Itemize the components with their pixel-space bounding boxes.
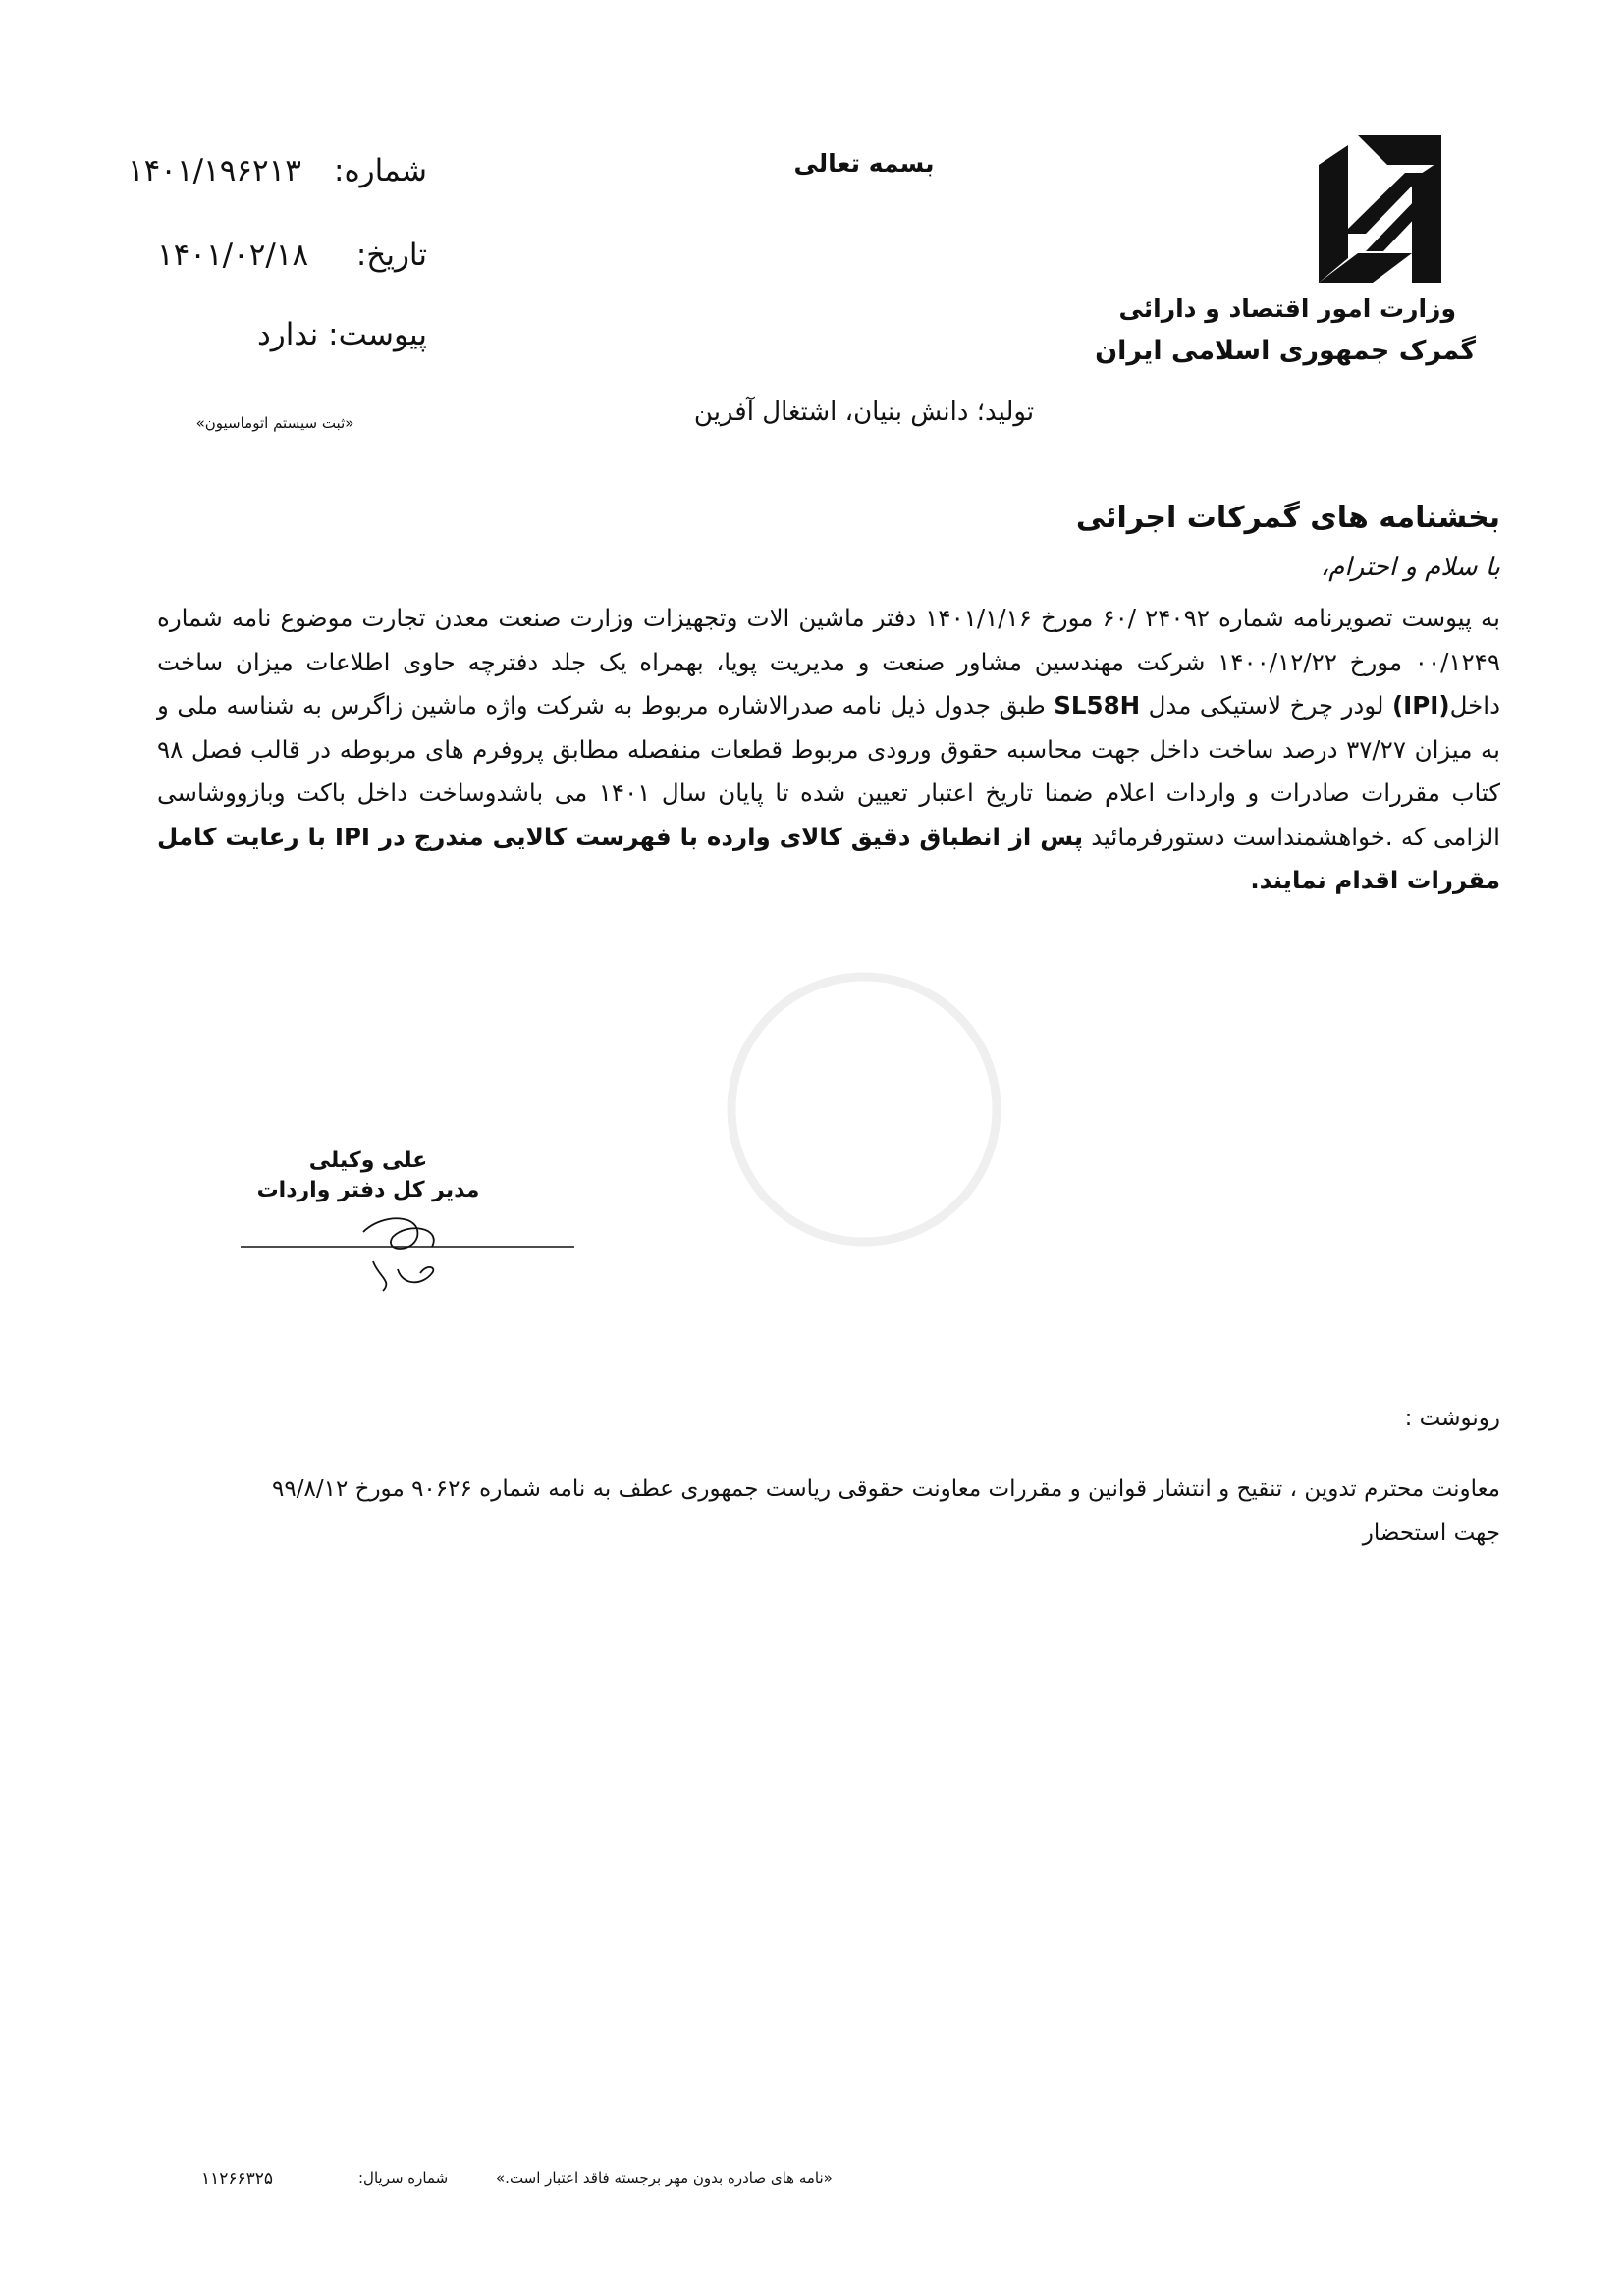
letter-number-label: شماره:	[334, 153, 427, 188]
letter-body	[157, 597, 1500, 903]
body-text-part3: طبق جدول ذیل نامه صدرالاشاره مربوط به شرکت واژه ماشین زاگرس به شناسه ملی و به میزان ۳۷/۲۷ درصد ساخت داخل جهت محاسبه حقوق ورودی مربوط قطعات منفصله مطابق پروفرم های مربوطه در قالب فصل ۹۸ کتاب مقررات صادرات و واردات اعلام ضمنا تاریخ اعتبار تعیین شده تا پایان سال ۱۴۰۱ می باشدوساخت داخل باکت وبازووشاسی الزامی که .خواهشمنداست دستورفرمائید	[157, 691, 1500, 851]
bismillah-heading: بسمه تعالی	[793, 149, 935, 178]
letter-number-value: ۱۴۰۱/۱۹۶۲۱۳	[128, 153, 301, 188]
customs-name: گمرک جمهوری اسلامی ایران	[1095, 336, 1476, 366]
handwritten-signature	[236, 1193, 579, 1310]
cc-body	[196, 1468, 1500, 1556]
year-slogan: تولید؛ دانش بنیان، اشتغال آفرین	[693, 398, 1035, 427]
cc-title: رونوشت :	[1404, 1406, 1500, 1431]
signer-title: مدیر کل دفتر واردات	[256, 1178, 480, 1202]
attachment-row	[88, 317, 427, 364]
letter-date-label: تاریخ:	[355, 238, 427, 273]
letter-number-row	[88, 153, 427, 200]
circular-title: بخشنامه های گمرکات اجرائی	[1075, 501, 1500, 535]
ipi-abbrev: (IPI)	[1391, 691, 1450, 720]
ministry-name: وزارت امور اقتصاد و دارائی	[1118, 294, 1456, 323]
letter-date-row	[88, 238, 427, 285]
attachment-label: پیوست: ندارد	[257, 317, 427, 352]
automation-note: «ثبت سیستم اتوماسیون»	[195, 414, 354, 432]
serial-number-label: شماره سریال:	[358, 2169, 449, 2187]
loader-model: SL58H	[1054, 691, 1141, 720]
cc-line-1: معاونت محترم تدوین ، تنقیح و انتشار قوانین و مقررات معاونت حقوقی ریاست جمهوری عطف به نامه شماره ۹۰۶۲۶ مورخ ۹۹/۸/۱۲	[272, 1476, 1500, 1502]
serial-number-value: ۱۱۲۶۶۳۲۵	[201, 2169, 274, 2189]
letter-date-value: ۱۴۰۱/۰۲/۱۸	[157, 238, 309, 273]
body-text-part1: به پیوست تصویرنامه شماره ۲۴۰۹۲ /۶۰ مورخ ۱۴۰۱/۱/۱۶ دفتر ماشین الات وتجهیزات وزارت صنعت معدن تجارت موضوع نامه شماره ۰۰/۱۲۴۹ مورخ ۱۴۰۰/۱۲/۲۲ شرکت مهندسین مشاور صنعت و مدیریت پویا، بهمراه یک جلد دفترچه حاوی اطلاعات میزان ساخت داخل	[157, 604, 1500, 720]
greeting: با سلام و احترام،	[1320, 553, 1500, 582]
signer-name: علی وکیلی	[308, 1148, 428, 1173]
body-text-bold-instruction: پس از انطباق دقیق کالای وارده با فهرست کالایی مندرج در IPI با رعایت کامل مقررات اقدام نمایند.	[157, 822, 1500, 894]
customs-emblem-icon	[1319, 135, 1441, 283]
cc-line-2: جهت استحضار	[1362, 1521, 1500, 1546]
body-text-part2: لودر چرخ لاستیکی مدل	[1140, 691, 1392, 720]
footer-validity-note: «نامه های صادره بدون مهر برجسته فاقد اعتبار است.»	[496, 2169, 833, 2187]
watermark-emblem	[717, 962, 1011, 1256]
